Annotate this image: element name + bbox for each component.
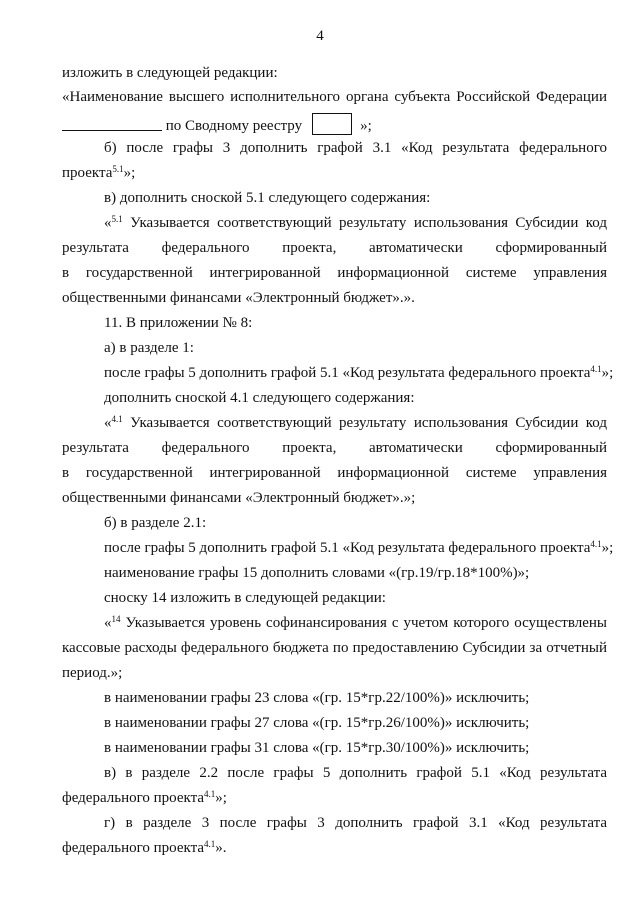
line-part: после графы 5 дополнить графой 5.1 «Код результата федерального проекта — [104, 365, 591, 381]
text-line: г) в разделе 3 после графы 3 дополнить графой 3.1 «Код результата — [104, 815, 607, 831]
text-line — [104, 213, 607, 233]
line-part: Указывается соответствующий результату использования Субсидии код — [122, 415, 607, 431]
text-line: наименование графы 15 дополнить словами «(гр.19/гр.18*100%)»; — [104, 565, 530, 581]
line-part: федерального проекта — [62, 840, 204, 856]
line-part: по Сводному реестру — [165, 118, 303, 134]
code-box — [312, 113, 352, 135]
text-line — [104, 363, 613, 383]
text-line: в) в разделе 2.2 после графы 5 дополнить графой 5.1 «Код результата — [104, 765, 607, 781]
line-part: »; — [215, 790, 227, 806]
line-part: ». — [215, 840, 227, 856]
line-part: Указывается соответствующий результату использования Субсидии код — [122, 215, 607, 231]
line-part: проекта — [62, 165, 113, 181]
text-line: кассовые расходы федерального бюджета по предоставлению Субсидии за отчетный — [62, 640, 607, 656]
text-line: в) дополнить сноской 5.1 следующего содержания: — [104, 190, 431, 206]
text-line: б) в разделе 2.1: — [104, 515, 207, 531]
text-line: в государственной интегрированной информационной системе управления — [62, 465, 607, 481]
footnote-ref: 14 — [111, 614, 121, 624]
text-line — [62, 788, 227, 808]
line-part: »; — [123, 165, 136, 181]
line-part: « — [104, 615, 112, 631]
text-line: б) после графы 3 дополнить графой 3.1 «Код результата федерального — [104, 140, 607, 156]
text-line: 11. В приложении № 8: — [104, 315, 253, 331]
text-line — [104, 413, 607, 433]
text-line: в наименовании графы 27 слова «(гр. 15*гр.26/100%)» исключить; — [104, 715, 530, 731]
text-line: изложить в следующей редакции: — [62, 65, 278, 81]
line-part: »; — [601, 365, 614, 381]
footnote-ref: 4.1 — [204, 839, 216, 849]
text-line: результата федерального проекта, автоматически сформированный — [62, 440, 607, 456]
line-part: после графы 5 дополнить графой 5.1 «Код результата федерального проекта — [104, 540, 591, 556]
footnote-ref: 4.1 — [111, 414, 123, 424]
line-part: Указывается уровень софинансирования с учетом которого осуществлены — [120, 615, 607, 631]
text-line: «Наименование высшего исполнительного органа субъекта Российской Федерации — [62, 89, 607, 105]
text-line: результата федерального проекта, автоматически сформированный — [62, 240, 607, 256]
line-part: « — [104, 415, 112, 431]
text-line — [62, 113, 372, 136]
text-line — [104, 613, 607, 633]
text-line: в наименовании графы 23 слова «(гр. 15*гр.22/100%)» исключить; — [104, 690, 530, 706]
text-line: а) в разделе 1: — [104, 340, 194, 356]
footnote-ref: 4.1 — [204, 789, 216, 799]
line-part: « — [104, 215, 112, 231]
text-line: период.»; — [62, 665, 123, 681]
text-line: сноску 14 изложить в следующей редакции: — [104, 590, 386, 606]
text-line: в наименовании графы 31 слова «(гр. 15*гр.30/100%)» исключить; — [104, 740, 530, 756]
page-number: 4 — [316, 28, 324, 44]
text-line — [62, 838, 227, 858]
text-line — [62, 163, 135, 183]
footnote-ref: 4.1 — [590, 364, 602, 374]
text-line: общественными финансами «Электронный бюджет».»; — [62, 490, 416, 506]
footnote-ref: 4.1 — [590, 539, 602, 549]
text-line — [104, 538, 613, 558]
footnote-ref: 5.1 — [112, 164, 124, 174]
footnote-ref: 5.1 — [111, 214, 123, 224]
text-line: дополнить сноской 4.1 следующего содержания: — [104, 390, 415, 406]
line-part: »; — [360, 118, 372, 134]
line-part: федерального проекта — [62, 790, 204, 806]
text-line: в государственной интегрированной информационной системе управления — [62, 265, 607, 281]
line-part: »; — [601, 540, 614, 556]
blank-underline — [62, 116, 162, 131]
text-line: общественными финансами «Электронный бюджет».». — [62, 290, 415, 306]
